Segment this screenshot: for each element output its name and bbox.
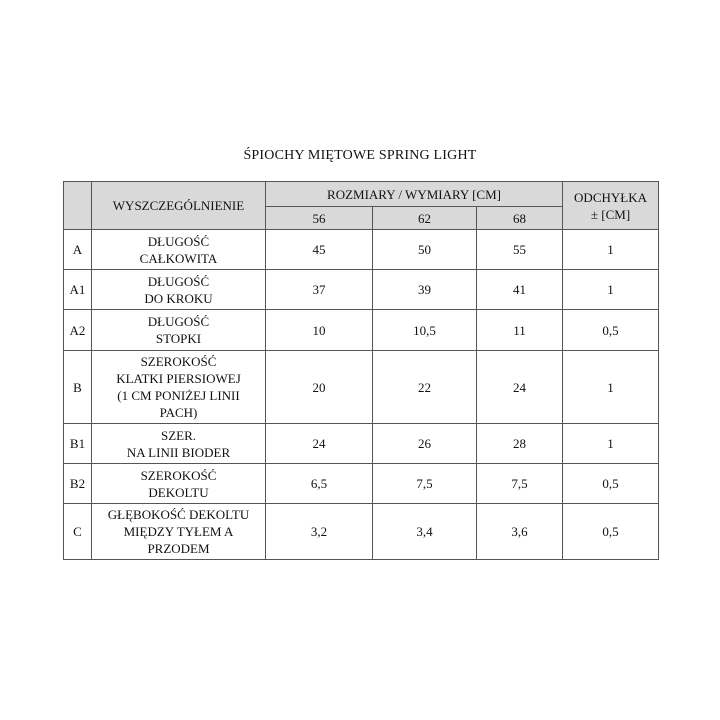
row-label: SZEROKOŚĆ KLATKI PIERSIOWEJ (1 CM PONIŻEJ LINII PACH) <box>92 351 266 424</box>
row-label: DŁUGOŚĆ STOPKI <box>92 310 266 351</box>
row-value: 28 <box>477 424 563 464</box>
row-tolerance: 0,5 <box>563 310 659 351</box>
row-value: 24 <box>477 351 563 424</box>
row-value: 26 <box>373 424 477 464</box>
row-code: A <box>64 230 92 270</box>
row-value: 10,5 <box>373 310 477 351</box>
row-code: B2 <box>64 464 92 504</box>
row-value: 41 <box>477 270 563 310</box>
row-code: A1 <box>64 270 92 310</box>
row-tolerance: 1 <box>563 230 659 270</box>
header-size: 62 <box>373 207 477 230</box>
table-row <box>64 504 659 560</box>
row-tolerance: 1 <box>563 351 659 424</box>
row-value: 39 <box>373 270 477 310</box>
table-row <box>64 351 659 424</box>
size-table <box>63 181 659 560</box>
header-tolerance: ODCHYŁKA ± [CM] <box>563 182 659 230</box>
row-value: 20 <box>266 351 373 424</box>
row-value: 6,5 <box>266 464 373 504</box>
row-value: 55 <box>477 230 563 270</box>
header-sizes-group: ROZMIARY / WYMIARY [CM] <box>266 182 563 207</box>
row-tolerance: 0,5 <box>563 464 659 504</box>
document-title: ŚPIOCHY MIĘTOWE SPRING LIGHT <box>243 148 477 163</box>
row-value: 7,5 <box>477 464 563 504</box>
row-value: 11 <box>477 310 563 351</box>
row-code: A2 <box>64 310 92 351</box>
row-value: 37 <box>266 270 373 310</box>
row-value: 7,5 <box>373 464 477 504</box>
row-value: 45 <box>266 230 373 270</box>
row-value: 3,4 <box>373 504 477 560</box>
table-row <box>64 270 659 310</box>
table-row <box>64 424 659 464</box>
row-code: B <box>64 351 92 424</box>
row-value: 50 <box>373 230 477 270</box>
table-row <box>64 464 659 504</box>
row-value: 3,2 <box>266 504 373 560</box>
row-label: DŁUGOŚĆ DO KROKU <box>92 270 266 310</box>
row-value: 22 <box>373 351 477 424</box>
table-row <box>64 310 659 351</box>
header-size: 68 <box>477 207 563 230</box>
row-label: SZEROKOŚĆ DEKOLTU <box>92 464 266 504</box>
table-row <box>64 230 659 270</box>
row-label: DŁUGOŚĆ CAŁKOWITA <box>92 230 266 270</box>
header-description: WYSZCZEGÓLNIENIE <box>92 182 266 230</box>
row-tolerance: 0,5 <box>563 504 659 560</box>
row-code: C <box>64 504 92 560</box>
row-value: 24 <box>266 424 373 464</box>
row-value: 3,6 <box>477 504 563 560</box>
row-tolerance: 1 <box>563 270 659 310</box>
row-code: B1 <box>64 424 92 464</box>
row-label: SZER. NA LINII BIODER <box>92 424 266 464</box>
row-label: GŁĘBOKOŚĆ DEKOLTU MIĘDZY TYŁEM A PRZODEM <box>92 504 266 560</box>
header-size: 56 <box>266 207 373 230</box>
header-code-cell <box>64 182 92 230</box>
row-tolerance: 1 <box>563 424 659 464</box>
row-value: 10 <box>266 310 373 351</box>
